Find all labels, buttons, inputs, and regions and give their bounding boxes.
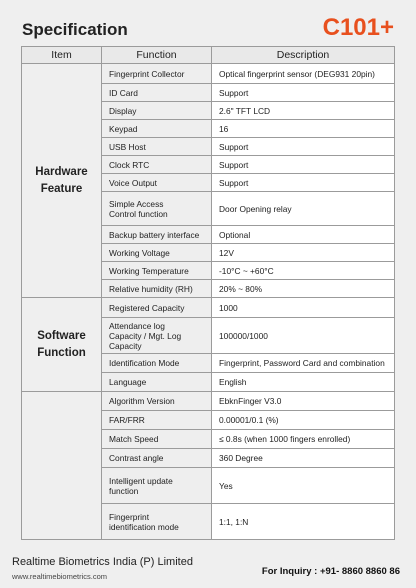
description-cell: Door Opening relay bbox=[212, 192, 395, 226]
description-cell: 12V bbox=[212, 244, 395, 262]
footer-company: Realtime Biometrics India (P) Limited bbox=[12, 556, 193, 568]
group-label-line: Hardware bbox=[35, 165, 88, 178]
description-cell: 16 bbox=[212, 120, 395, 138]
description-cell: Yes bbox=[212, 468, 395, 504]
group-label bbox=[22, 392, 102, 540]
description-cell: EbknFinger V3.0 bbox=[212, 392, 395, 411]
function-cell: FAR/FRR bbox=[102, 411, 212, 430]
description-cell: Optical fingerprint sensor (DEG931 20pin) bbox=[212, 64, 395, 84]
function-cell: Display bbox=[102, 102, 212, 120]
function-cell: Attendance log Capacity / Mgt. Log Capacity bbox=[102, 318, 212, 354]
function-cell: Simple Access Control function bbox=[102, 192, 212, 226]
function-cell: Fingerprint Collector bbox=[102, 64, 212, 84]
description-cell: Support bbox=[212, 156, 395, 174]
function-cell: Working Voltage bbox=[102, 244, 212, 262]
description-cell: Support bbox=[212, 84, 395, 102]
function-cell: Language bbox=[102, 373, 212, 392]
model-name: C101+ bbox=[322, 14, 394, 41]
description-cell: 20% ~ 80% bbox=[212, 280, 395, 298]
description-cell: 1:1, 1:N bbox=[212, 504, 395, 540]
footer-website[interactable]: www.realtimebiometrics.com bbox=[12, 572, 108, 581]
function-cell: Algorithm Version bbox=[102, 392, 212, 411]
group-label-line: Feature bbox=[40, 182, 83, 195]
column-header-item: Item bbox=[22, 47, 102, 64]
group-label-line: Software bbox=[37, 329, 86, 342]
description-cell: ≤ 0.8s (when 1000 fingers enrolled) bbox=[212, 430, 395, 449]
group-label bbox=[22, 298, 102, 392]
column-header-function: Function bbox=[102, 47, 212, 64]
description-cell: 100000/1000 bbox=[212, 318, 395, 354]
function-cell: Backup battery interface bbox=[102, 226, 212, 244]
description-cell: 360 Degree bbox=[212, 449, 395, 468]
function-cell: Keypad bbox=[102, 120, 212, 138]
group-label-line: Function bbox=[37, 346, 86, 359]
table-row bbox=[22, 298, 395, 318]
table-row bbox=[22, 64, 395, 84]
description-cell: Support bbox=[212, 174, 395, 192]
description-cell: -10°C ~ +60°C bbox=[212, 262, 395, 280]
group-label bbox=[22, 64, 102, 298]
function-cell: Identification Mode bbox=[102, 354, 212, 373]
function-cell: Fingerprint identification mode bbox=[102, 504, 212, 540]
page-title: Specification bbox=[22, 20, 128, 39]
description-cell: 1000 bbox=[212, 298, 395, 318]
function-cell: USB Host bbox=[102, 138, 212, 156]
function-cell: Working Temperature bbox=[102, 262, 212, 280]
spec-table bbox=[21, 46, 395, 540]
table-row bbox=[22, 392, 395, 411]
function-cell: Voice Output bbox=[102, 174, 212, 192]
function-cell: ID Card bbox=[102, 84, 212, 102]
function-cell: Match Speed bbox=[102, 430, 212, 449]
description-cell: 0.00001/0.1 (%) bbox=[212, 411, 395, 430]
description-cell: Optional bbox=[212, 226, 395, 244]
function-cell: Intelligent update function bbox=[102, 468, 212, 504]
description-cell: Fingerprint, Password Card and combination bbox=[212, 354, 395, 373]
column-header-description: Description bbox=[212, 47, 395, 64]
spec-table-header-row bbox=[22, 47, 395, 64]
function-cell: Clock RTC bbox=[102, 156, 212, 174]
description-cell: English bbox=[212, 373, 395, 392]
footer-inquiry: For Inquiry : +91- 8860 8860 86 bbox=[261, 566, 400, 577]
description-cell: Support bbox=[212, 138, 395, 156]
function-cell: Registered Capacity bbox=[102, 298, 212, 318]
description-cell: 2.6" TFT LCD bbox=[212, 102, 395, 120]
function-cell: Contrast angle bbox=[102, 449, 212, 468]
spec-table-body bbox=[22, 64, 395, 540]
function-cell: Relative humidity (RH) bbox=[102, 280, 212, 298]
